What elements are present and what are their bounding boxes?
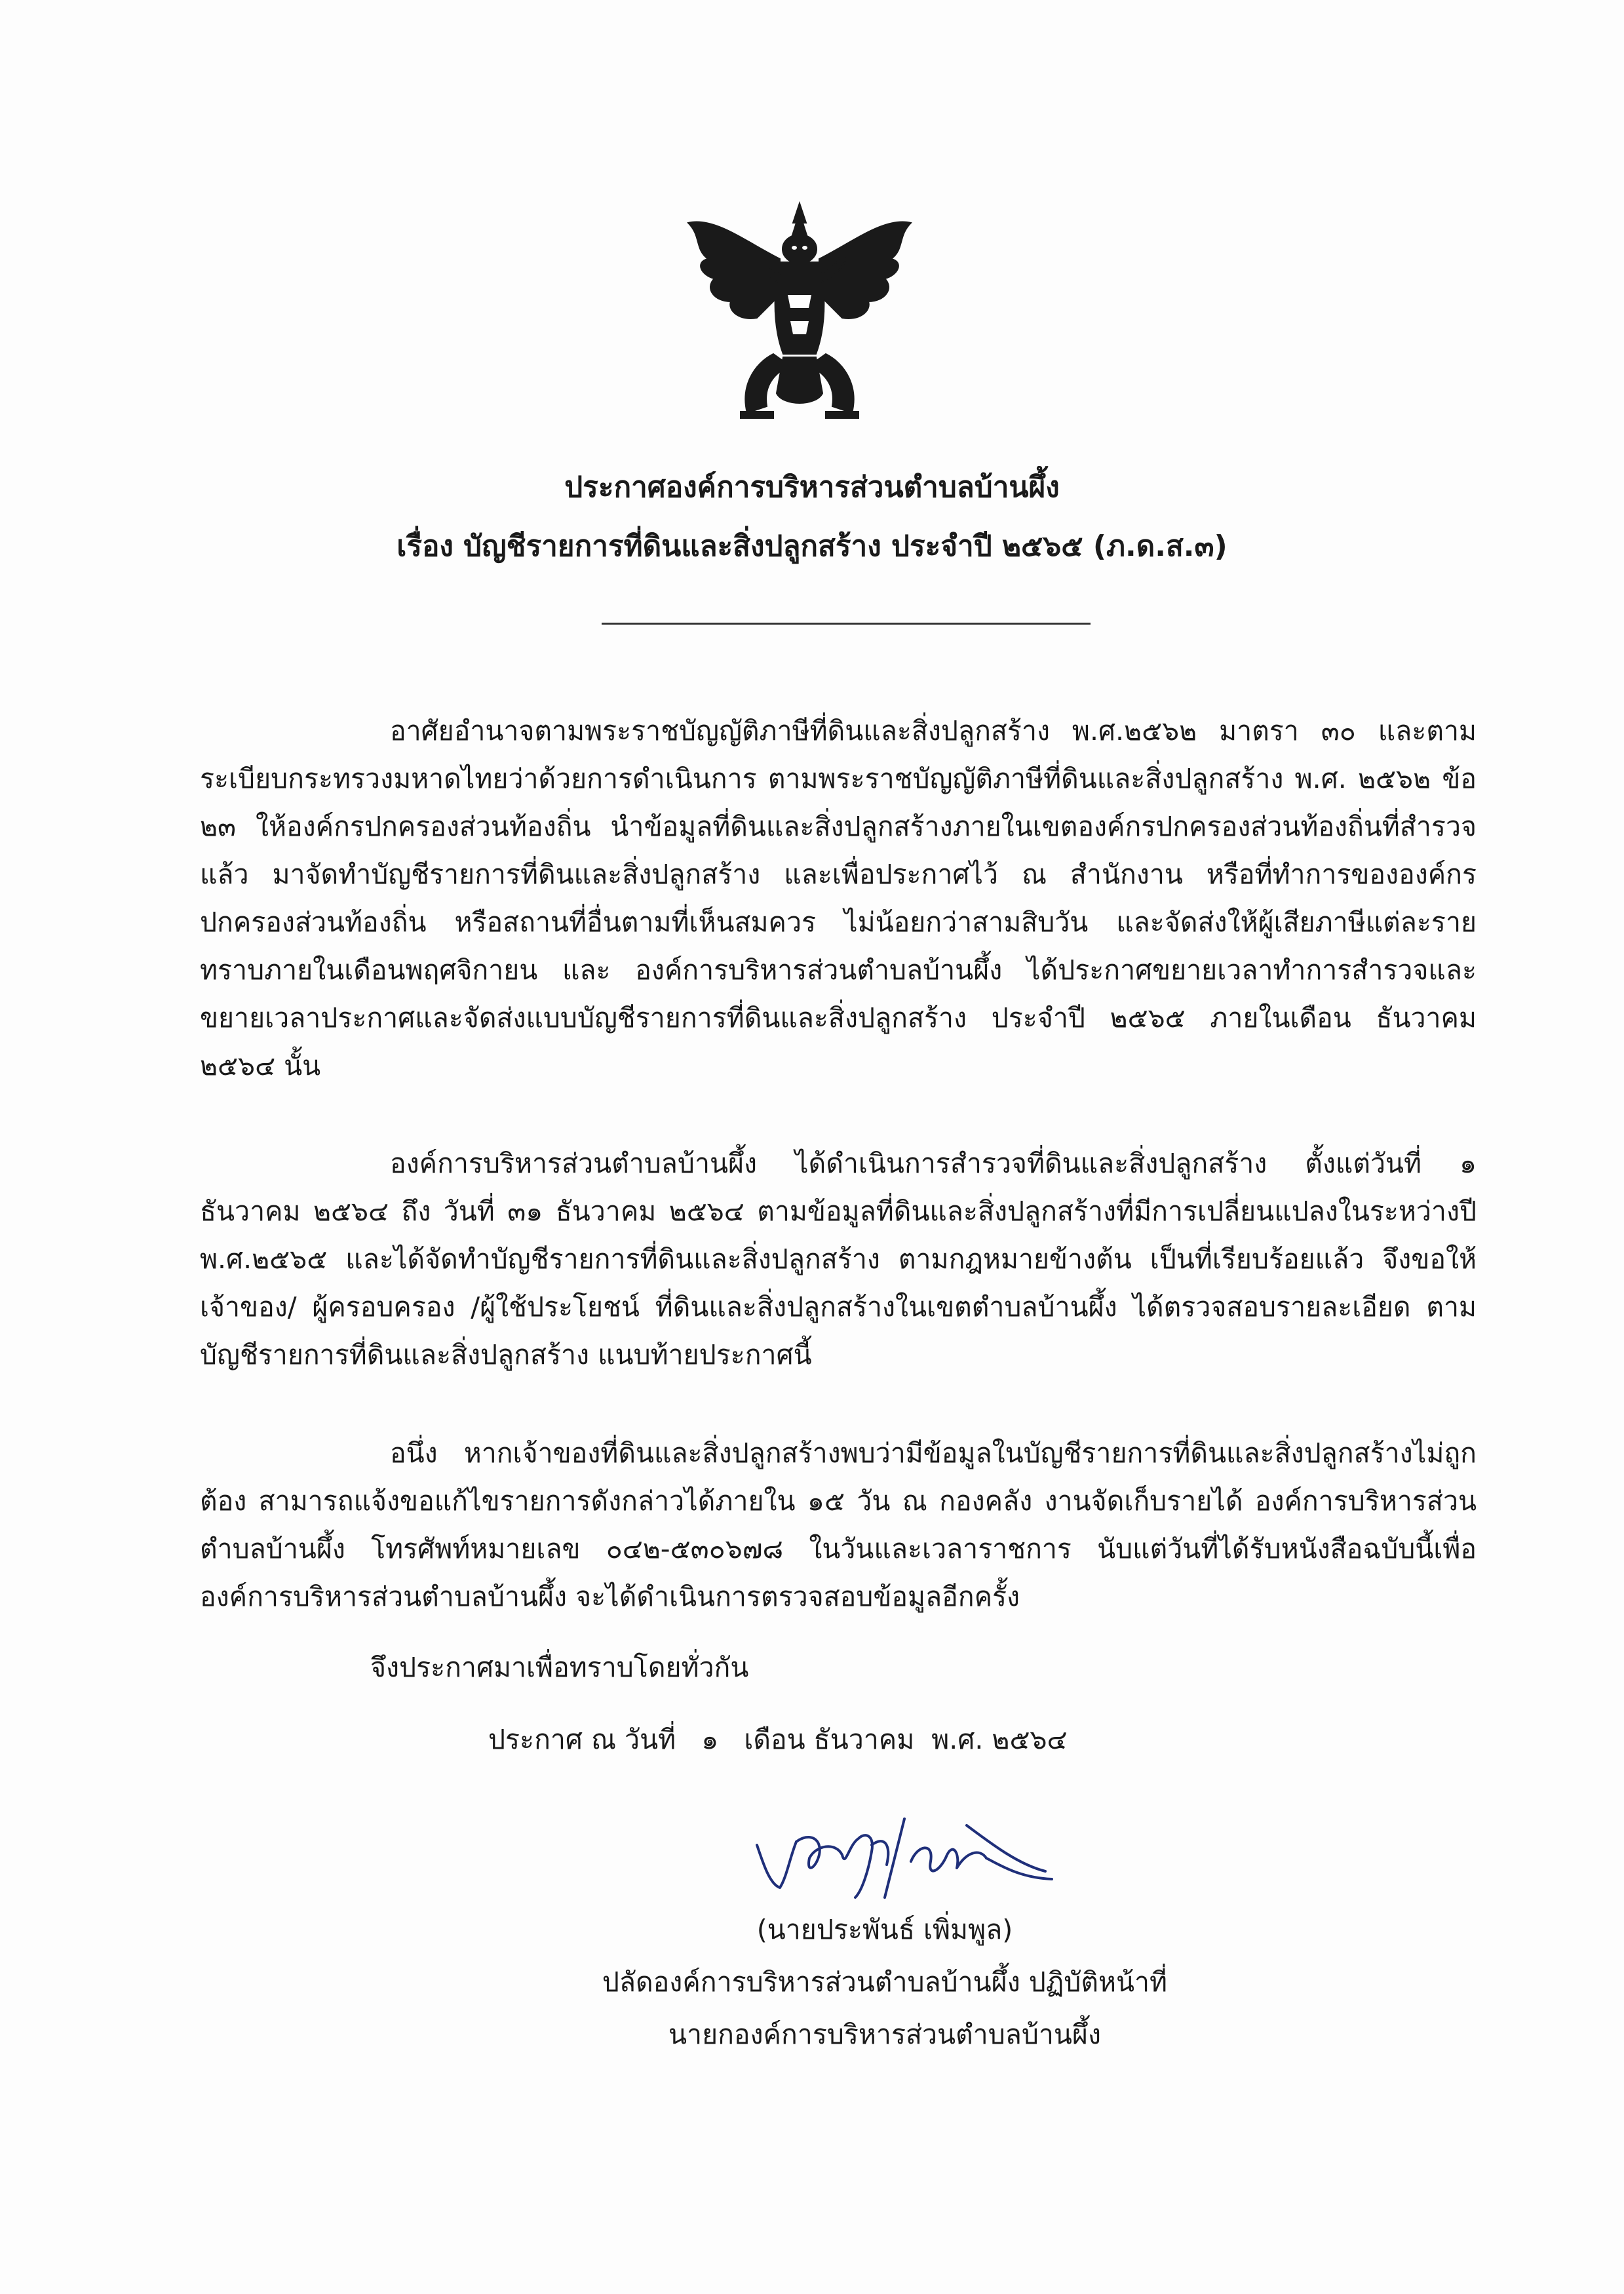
- body-paragraph-1: อาศัยอำนาจตามพระราชบัญญัติภาษีที่ดินและสิ่งปลูกสร้าง พ.ศ.๒๕๖๒ มาตรา ๓๐ และตามระเบียบกระทรวงมหาดไทยว่าด้วยการดำเนินการ ตามพระราชบัญญัติภาษีที่ดินและสิ่งปลูกสร้าง พ.ศ. ๒๕๖๒ ข้อ ๒๓ ให้องค์กรปกครองส่วนท้องถิ่น นำข้อมูลที่ดินและสิ่งปลูกสร้างภายในเขตองค์กรปกครองส่วนท้องถิ่นที่สำรวจแล้ว มาจัดทำบัญชีรายการที่ดินและสิ่งปลูกสร้าง และเพื่อประกาศไว้ ณ สำนักงาน หรือที่ทำการขององค์กรปกครองส่วนท้องถิ่น หรือสถานที่อื่นตามที่เห็นสมควร ไม่น้อยกว่าสามสิบวัน และจัดส่งให้ผู้เสียภาษีแต่ละรายทราบภายในเดือนพฤศจิกายน และ องค์การบริหารส่วนตำบลบ้านผึ้ง ได้ประกาศขยายเวลาทำการสำรวจและขยายเวลาประกาศและจัดส่งแบบบัญชีรายการที่ดินและสิ่งปลูกสร้าง ประจำปี ๒๕๖๕ ภายในเดือน ธันวาคม ๒๕๖๔ นั้น: [200, 715, 1477, 1081]
- signatory-acting-position: นายกองค์การบริหารส่วนตำบลบ้านผึ้ง: [668, 2019, 1101, 2050]
- announcement-date: ประกาศ ณ วันที่ ๑ เดือน ธันวาคม พ.ศ. ๒๕๖๔: [488, 1724, 1068, 1755]
- body-paragraph-2: องค์การบริหารส่วนตำบลบ้านผึ้ง ได้ดำเนินการสำรวจที่ดินและสิ่งปลูกสร้าง ตั้งแต่วันที่ ๑ ธันวาคม ๒๕๖๔ ถึง วันที่ ๓๑ ธันวาคม ๒๕๖๔ ตามข้อมูลที่ดินและสิ่งปลูกสร้างที่มีการเปลี่ยนแปลงในระหว่างปี พ.ศ.๒๕๖๕ และได้จัดทำบัญชีรายการที่ดินและสิ่งปลูกสร้าง ตามกฎหมายข้างต้น เป็นที่เรียบร้อยแล้ว จึงขอให้ เจ้าของ/ ผู้ครอบครอง /ผู้ใช้ประโยชน์ ที่ดินและสิ่งปลูกสร้างในเขตตำบลบ้านผึ้ง ได้ตรวจสอบรายละเอียด ตามบัญชีรายการที่ดินและสิ่งปลูกสร้าง แนบท้ายประกาศนี้: [200, 1148, 1477, 1371]
- announcement-subject: เรื่อง บัญชีรายการที่ดินและสิ่งปลูกสร้าง ประจำปี ๒๕๖๕ (ภ.ด.ส.๓): [396, 530, 1228, 563]
- closing-statement: จึงประกาศมาเพื่อทราบโดยทั่วกัน: [370, 1652, 749, 1683]
- announcement-title: ประกาศองค์การบริหารส่วนตำบลบ้านผึ้ง: [564, 471, 1060, 504]
- handwritten-signature: [744, 1806, 1072, 1904]
- garuda-emblem-icon: [675, 197, 924, 433]
- title-divider: [602, 623, 1091, 625]
- signatory-position: ปลัดองค์การบริหารส่วนตำบลบ้านผึ้ง ปฏิบัติหน้าที่: [602, 1966, 1168, 1998]
- signatory-name: (นายประพันธ์ เพิ่มพูล): [756, 1914, 1013, 1945]
- body-paragraph-3: อนึ่ง หากเจ้าของที่ดินและสิ่งปลูกสร้างพบว่ามีข้อมูลในบัญชีรายการที่ดินและสิ่งปลูกสร้างไม่ถูกต้อง สามารถแจ้งขอแก้ไขรายการดังกล่าวได้ภายใน ๑๕ วัน ณ กองคลัง งานจัดเก็บรายได้ องค์การบริหารส่วนตำบลบ้านผึ้ง โทรศัพท์หมายเลข ๐๔๒-๕๓๐๖๗๘ ในวันและเวลาราชการ นับแต่วันที่ได้รับหนังสือฉบับนี้เพื่อองค์การบริหารส่วนตำบลบ้านผึ้ง จะได้ดำเนินการตรวจสอบข้อมูลอีกครั้ง: [200, 1437, 1477, 1612]
